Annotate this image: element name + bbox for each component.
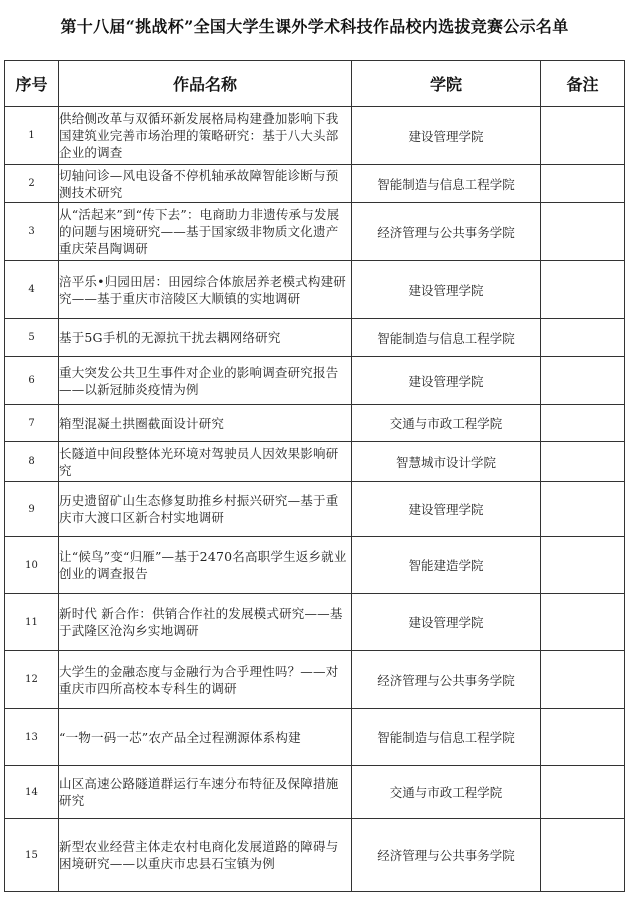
row-seq: 9 bbox=[5, 482, 59, 537]
row-work-title: 箱型混凝土拱圈截面设计研究 bbox=[59, 405, 352, 442]
row-seq: 6 bbox=[5, 357, 59, 405]
row-note bbox=[541, 261, 625, 319]
row-note bbox=[541, 442, 625, 482]
row-college: 经济管理与公共事务学院 bbox=[352, 819, 541, 892]
row-work-title: 历史遗留矿山生态修复助推乡村振兴研究—基于重庆市大渡口区新合村实地调研 bbox=[59, 482, 352, 537]
table-row bbox=[5, 537, 625, 594]
row-note bbox=[541, 482, 625, 537]
row-work-title: 基于5G手机的无源抗干扰去耦网络研究 bbox=[59, 319, 352, 357]
table-row bbox=[5, 442, 625, 482]
row-seq: 10 bbox=[5, 537, 59, 594]
row-college: 建设管理学院 bbox=[352, 357, 541, 405]
table-row bbox=[5, 203, 625, 261]
row-seq: 11 bbox=[5, 594, 59, 651]
table-row bbox=[5, 405, 625, 442]
row-work-title: 新型农业经营主体走农村电商化发展道路的障碍与困境研究——以重庆市忠县石宝镇为例 bbox=[59, 819, 352, 892]
table-row bbox=[5, 107, 625, 165]
row-note bbox=[541, 537, 625, 594]
row-college: 智慧城市设计学院 bbox=[352, 442, 541, 482]
row-work-title: 大学生的金融态度与金融行为合乎理性吗？——对重庆市四所高校本专科生的调研 bbox=[59, 651, 352, 709]
row-note bbox=[541, 594, 625, 651]
row-work-title: 从“活起来”到“传下去”：电商助力非遗传承与发展的问题与困境研究——基于国家级非物质文化遗产重庆荣昌陶调研 bbox=[59, 203, 352, 261]
table-row bbox=[5, 261, 625, 319]
row-college: 建设管理学院 bbox=[352, 261, 541, 319]
row-note bbox=[541, 405, 625, 442]
row-note bbox=[541, 709, 625, 766]
row-seq: 15 bbox=[5, 819, 59, 892]
table-row bbox=[5, 709, 625, 766]
row-note bbox=[541, 357, 625, 405]
header-work-name: 作品名称 bbox=[59, 61, 352, 107]
table-row bbox=[5, 594, 625, 651]
row-seq: 8 bbox=[5, 442, 59, 482]
row-note bbox=[541, 107, 625, 165]
header-seq: 序号 bbox=[5, 61, 59, 107]
row-college: 建设管理学院 bbox=[352, 482, 541, 537]
row-college: 智能制造与信息工程学院 bbox=[352, 165, 541, 203]
table-row bbox=[5, 319, 625, 357]
row-seq: 13 bbox=[5, 709, 59, 766]
row-work-title: 重大突发公共卫生事件对企业的影响调查研究报告——以新冠肺炎疫情为例 bbox=[59, 357, 352, 405]
table-row bbox=[5, 819, 625, 892]
row-note bbox=[541, 651, 625, 709]
row-work-title: 山区高速公路隧道群运行车速分布特征及保障措施研究 bbox=[59, 766, 352, 819]
row-college: 智能制造与信息工程学院 bbox=[352, 319, 541, 357]
row-college: 经济管理与公共事务学院 bbox=[352, 203, 541, 261]
table-row bbox=[5, 651, 625, 709]
table-row bbox=[5, 766, 625, 819]
row-college: 智能制造与信息工程学院 bbox=[352, 709, 541, 766]
row-college: 建设管理学院 bbox=[352, 107, 541, 165]
row-college: 经济管理与公共事务学院 bbox=[352, 651, 541, 709]
row-seq: 12 bbox=[5, 651, 59, 709]
row-seq: 5 bbox=[5, 319, 59, 357]
header-note: 备注 bbox=[541, 61, 625, 107]
row-note bbox=[541, 819, 625, 892]
row-work-title: 涪平乐•归园田居：田园综合体旅居养老模式构建研究——基于重庆市涪陵区大顺镇的实地调研 bbox=[59, 261, 352, 319]
row-seq: 4 bbox=[5, 261, 59, 319]
row-college: 智能建造学院 bbox=[352, 537, 541, 594]
page-title: 第十八届“挑战杯”全国大学生课外学术科技作品校内选拔竞赛公示名单 bbox=[60, 16, 569, 36]
table-row bbox=[5, 482, 625, 537]
row-work-title: 供给侧改革与双循环新发展格局构建叠加影响下我国建筑业完善市场治理的策略研究：基于八大头部企业的调查 bbox=[59, 107, 352, 165]
header-college: 学院 bbox=[352, 61, 541, 107]
row-seq: 7 bbox=[5, 405, 59, 442]
row-note bbox=[541, 165, 625, 203]
row-work-title: “一物一码一芯”农产品全过程溯源体系构建 bbox=[59, 709, 352, 766]
table-header-row bbox=[5, 61, 625, 107]
row-work-title: 切轴问诊—风电设备不停机轴承故障智能诊断与预测技术研究 bbox=[59, 165, 352, 203]
table-row bbox=[5, 357, 625, 405]
row-college: 建设管理学院 bbox=[352, 594, 541, 651]
row-college: 交通与市政工程学院 bbox=[352, 766, 541, 819]
row-note bbox=[541, 766, 625, 819]
row-seq: 14 bbox=[5, 766, 59, 819]
row-work-title: 让“候鸟”变“归雁”—基于2470名高职学生返乡就业创业的调查报告 bbox=[59, 537, 352, 594]
row-note bbox=[541, 319, 625, 357]
row-work-title: 长隧道中间段整体光环境对驾驶员人因效果影响研究 bbox=[59, 442, 352, 482]
row-seq: 1 bbox=[5, 107, 59, 165]
table-row bbox=[5, 165, 625, 203]
row-note bbox=[541, 203, 625, 261]
row-work-title: 新时代 新合作：供销合作社的发展模式研究——基于武隆区沧沟乡实地调研 bbox=[59, 594, 352, 651]
row-college: 交通与市政工程学院 bbox=[352, 405, 541, 442]
row-seq: 2 bbox=[5, 165, 59, 203]
row-seq: 3 bbox=[5, 203, 59, 261]
shortlist-table bbox=[4, 60, 625, 892]
